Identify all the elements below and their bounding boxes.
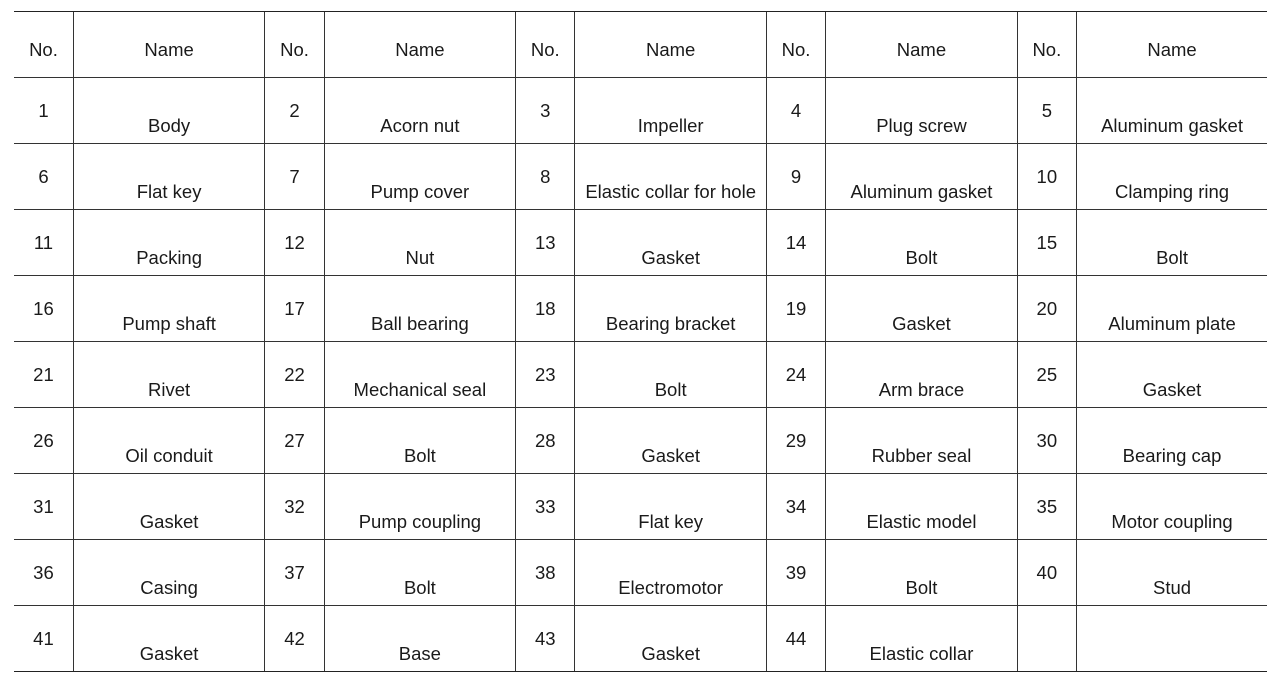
part-name-cell: Electromotor bbox=[575, 540, 766, 606]
part-name-cell: Gasket bbox=[1077, 342, 1267, 408]
part-number-cell: 8 bbox=[516, 144, 575, 210]
part-name-cell: Bolt bbox=[826, 210, 1017, 276]
part-name-cell: Bearing bracket bbox=[575, 276, 766, 342]
part-name-cell: Bolt bbox=[324, 408, 515, 474]
part-name-cell: Oil conduit bbox=[73, 408, 264, 474]
part-number-cell: 41 bbox=[14, 606, 73, 672]
part-name-cell: Gasket bbox=[73, 474, 264, 540]
part-number-cell: 22 bbox=[265, 342, 324, 408]
part-number-cell: 35 bbox=[1017, 474, 1076, 540]
part-number-cell: 39 bbox=[766, 540, 825, 606]
header-no: No. bbox=[766, 12, 825, 78]
part-number-cell: 23 bbox=[516, 342, 575, 408]
header-name: Name bbox=[575, 12, 766, 78]
part-name-cell: Bearing cap bbox=[1077, 408, 1267, 474]
part-name-cell: Elastic collar for hole bbox=[575, 144, 766, 210]
part-number-cell: 20 bbox=[1017, 276, 1076, 342]
part-name-cell: Pump cover bbox=[324, 144, 515, 210]
part-name-cell: Stud bbox=[1077, 540, 1267, 606]
header-no: No. bbox=[265, 12, 324, 78]
part-name-cell: Gasket bbox=[575, 606, 766, 672]
part-number-cell: 37 bbox=[265, 540, 324, 606]
table-row bbox=[14, 474, 1267, 540]
part-number-cell: 5 bbox=[1017, 78, 1076, 144]
table-row bbox=[14, 342, 1267, 408]
part-name-cell: Rivet bbox=[73, 342, 264, 408]
part-number-cell: 42 bbox=[265, 606, 324, 672]
part-number-cell: 28 bbox=[516, 408, 575, 474]
part-number-cell: 38 bbox=[516, 540, 575, 606]
header-name: Name bbox=[826, 12, 1017, 78]
part-name-cell: Bolt bbox=[324, 540, 515, 606]
part-name-cell: Casing bbox=[73, 540, 264, 606]
table-body bbox=[14, 78, 1267, 672]
part-name-cell: Gasket bbox=[826, 276, 1017, 342]
part-name-cell: Flat key bbox=[575, 474, 766, 540]
part-number-cell: 36 bbox=[14, 540, 73, 606]
part-number-cell: 15 bbox=[1017, 210, 1076, 276]
header-name: Name bbox=[324, 12, 515, 78]
table-header bbox=[14, 12, 1267, 78]
part-name-cell: Bolt bbox=[1077, 210, 1267, 276]
header-name: Name bbox=[1077, 12, 1267, 78]
part-name-cell: Gasket bbox=[575, 210, 766, 276]
part-number-cell: 40 bbox=[1017, 540, 1076, 606]
header-name: Name bbox=[73, 12, 264, 78]
part-number-cell: 32 bbox=[265, 474, 324, 540]
part-number-cell: 24 bbox=[766, 342, 825, 408]
table-row bbox=[14, 540, 1267, 606]
part-number-cell: 13 bbox=[516, 210, 575, 276]
part-name-cell: Nut bbox=[324, 210, 515, 276]
part-number-cell: 27 bbox=[265, 408, 324, 474]
part-number-cell: 14 bbox=[766, 210, 825, 276]
part-number-cell: 29 bbox=[766, 408, 825, 474]
part-name-cell: Bolt bbox=[826, 540, 1017, 606]
part-number-cell: 10 bbox=[1017, 144, 1076, 210]
part-number-cell bbox=[1017, 606, 1076, 672]
parts-table bbox=[14, 11, 1267, 672]
part-name-cell: Arm brace bbox=[826, 342, 1017, 408]
part-number-cell: 12 bbox=[265, 210, 324, 276]
part-number-cell: 16 bbox=[14, 276, 73, 342]
part-name-cell: Rubber seal bbox=[826, 408, 1017, 474]
part-number-cell: 31 bbox=[14, 474, 73, 540]
part-number-cell: 3 bbox=[516, 78, 575, 144]
part-name-cell: Acorn nut bbox=[324, 78, 515, 144]
header-no: No. bbox=[14, 12, 73, 78]
part-number-cell: 33 bbox=[516, 474, 575, 540]
table-row bbox=[14, 78, 1267, 144]
header-row bbox=[14, 12, 1267, 78]
part-number-cell: 11 bbox=[14, 210, 73, 276]
part-name-cell: Impeller bbox=[575, 78, 766, 144]
part-name-cell: Pump coupling bbox=[324, 474, 515, 540]
table-row bbox=[14, 210, 1267, 276]
table-row bbox=[14, 144, 1267, 210]
part-name-cell: Clamping ring bbox=[1077, 144, 1267, 210]
part-name-cell: Aluminum gasket bbox=[1077, 78, 1267, 144]
table-row bbox=[14, 606, 1267, 672]
part-name-cell: Gasket bbox=[73, 606, 264, 672]
part-number-cell: 9 bbox=[766, 144, 825, 210]
part-name-cell: Elastic model bbox=[826, 474, 1017, 540]
part-name-cell: Flat key bbox=[73, 144, 264, 210]
part-name-cell: Elastic collar bbox=[826, 606, 1017, 672]
part-number-cell: 26 bbox=[14, 408, 73, 474]
part-name-cell: Bolt bbox=[575, 342, 766, 408]
part-number-cell: 43 bbox=[516, 606, 575, 672]
part-name-cell: Aluminum gasket bbox=[826, 144, 1017, 210]
part-name-cell: Base bbox=[324, 606, 515, 672]
part-number-cell: 21 bbox=[14, 342, 73, 408]
part-name-cell: Packing bbox=[73, 210, 264, 276]
part-number-cell: 17 bbox=[265, 276, 324, 342]
part-number-cell: 30 bbox=[1017, 408, 1076, 474]
part-name-cell: Mechanical seal bbox=[324, 342, 515, 408]
part-number-cell: 34 bbox=[766, 474, 825, 540]
part-number-cell: 44 bbox=[766, 606, 825, 672]
part-name-cell: Gasket bbox=[575, 408, 766, 474]
header-no: No. bbox=[1017, 12, 1076, 78]
table-row bbox=[14, 408, 1267, 474]
part-number-cell: 19 bbox=[766, 276, 825, 342]
part-number-cell: 4 bbox=[766, 78, 825, 144]
part-name-cell: Body bbox=[73, 78, 264, 144]
part-name-cell: Aluminum plate bbox=[1077, 276, 1267, 342]
part-name-cell: Plug screw bbox=[826, 78, 1017, 144]
part-name-cell: Motor coupling bbox=[1077, 474, 1267, 540]
part-name-cell: Ball bearing bbox=[324, 276, 515, 342]
table-row bbox=[14, 276, 1267, 342]
part-number-cell: 25 bbox=[1017, 342, 1076, 408]
part-number-cell: 18 bbox=[516, 276, 575, 342]
part-name-cell bbox=[1077, 606, 1267, 672]
part-number-cell: 6 bbox=[14, 144, 73, 210]
part-number-cell: 2 bbox=[265, 78, 324, 144]
part-name-cell: Pump shaft bbox=[73, 276, 264, 342]
part-number-cell: 7 bbox=[265, 144, 324, 210]
part-number-cell: 1 bbox=[14, 78, 73, 144]
header-no: No. bbox=[516, 12, 575, 78]
